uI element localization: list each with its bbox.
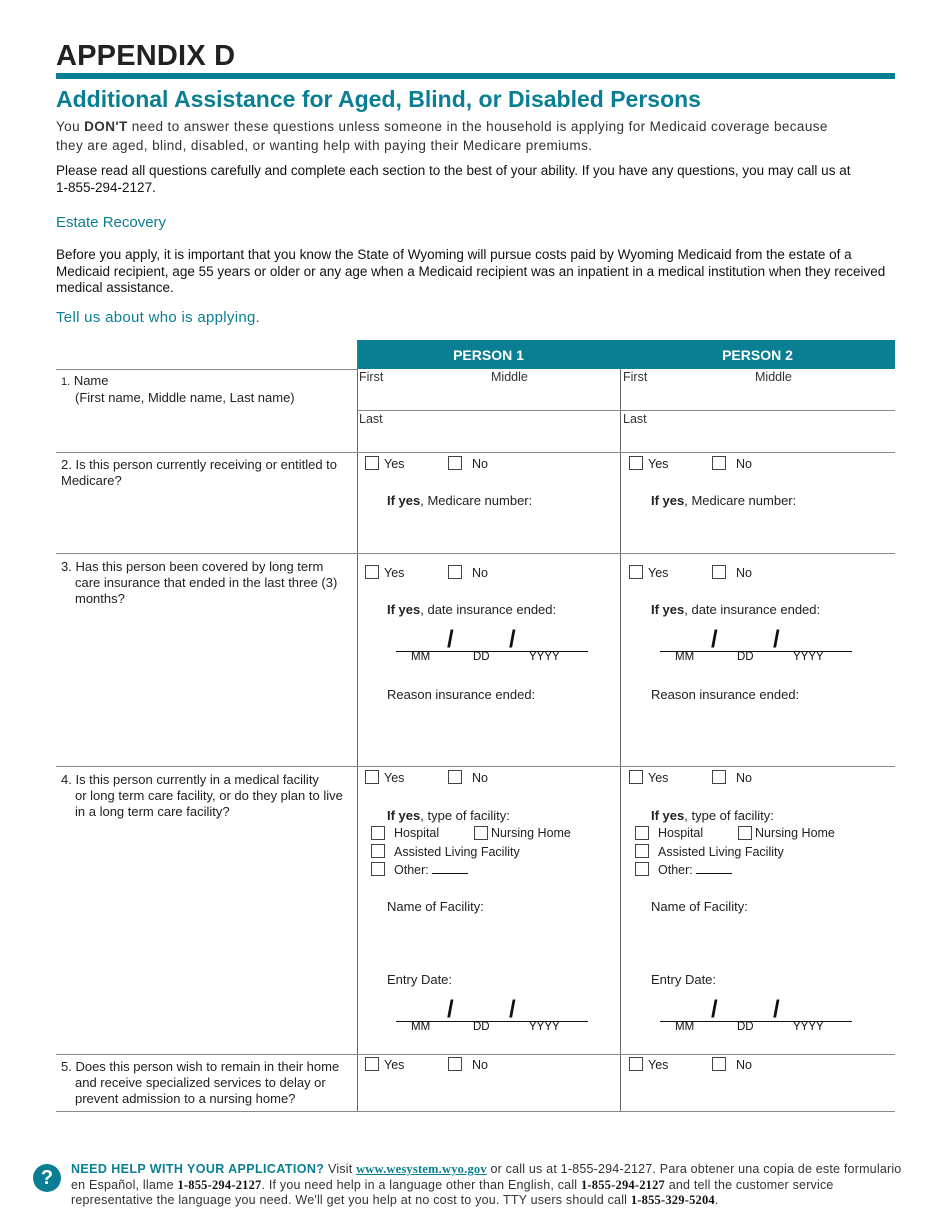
p1-q3-no-checkbox[interactable] [448, 565, 462, 579]
row-rule [56, 766, 895, 767]
no-label: No [736, 1058, 752, 1072]
other-label: Other: [658, 863, 732, 877]
date-slash: / [773, 996, 780, 1023]
yes-label: Yes [384, 566, 405, 580]
yyyy-label: YYYY [793, 1021, 824, 1033]
p2-middle-label: Middle [755, 370, 792, 384]
estate-recovery-heading: Estate Recovery [56, 214, 167, 231]
no-label: No [472, 566, 488, 580]
date-slash: / [447, 996, 454, 1023]
page-subtitle: Additional Assistance for Aged, Blind, or Disabled Persons [56, 86, 701, 112]
row-rule [56, 1054, 895, 1055]
no-label: No [472, 1058, 488, 1072]
row-rule [56, 553, 895, 554]
p1-q4-yes-checkbox[interactable] [365, 770, 379, 784]
p2-first-label: First [623, 370, 648, 384]
question-4-label: 4. Is this person currently in a medical facility or long term care facility, or do they plan to live in a long term care facility? [61, 772, 343, 819]
help-text: NEED HELP WITH YOUR APPLICATION? Visit www.wesystem.wyo.gov or call us at 1-855-294-2127. Para obtener una copia de este formulario en Español, llame 1-855-294-2127. If you need help in a language other than English, call 1-855-294-2127 and tell the customer service representative the language you need. We'll get you help at no cost to you. TTY users should call 1-855-329-5204. [71, 1162, 902, 1207]
dd-label: DD [737, 651, 754, 663]
title-rule [56, 73, 895, 79]
assisted-living-label: Assisted Living Facility [658, 845, 784, 859]
p1-other-checkbox[interactable] [371, 862, 385, 876]
mm-label: MM [675, 1021, 695, 1033]
mm-label: MM [411, 1021, 431, 1033]
yes-label: Yes [648, 457, 669, 471]
dd-label: DD [473, 651, 490, 663]
p2-q5-no-checkbox[interactable] [712, 1057, 726, 1071]
date-slash: / [509, 626, 516, 653]
p1-hospital-checkbox[interactable] [371, 826, 385, 840]
question-5-label: 5. Does this person wish to remain in their home and receive specialized services to delay or prevent admission to a nursing home? [61, 1059, 340, 1106]
date-slash: / [711, 996, 718, 1023]
p2-name-facility-label: Name of Facility: [651, 899, 748, 914]
p2-q2-yes-checkbox[interactable] [629, 456, 643, 470]
yyyy-label: YYYY [529, 651, 560, 663]
p2-entry-date-label: Entry Date: [651, 972, 717, 987]
yes-label: Yes [648, 771, 669, 785]
mm-label: MM [411, 651, 431, 663]
other-label: Other: [394, 863, 468, 877]
question-mark-icon: ? [33, 1164, 61, 1192]
p2-reason-ended-label: Reason insurance ended: [651, 687, 800, 702]
p1-middle-label: Middle [491, 370, 528, 384]
p1-first-label: First [359, 370, 384, 384]
p1-assisted-living-checkbox[interactable] [371, 844, 385, 858]
p2-medicare-number-label: If yes, Medicare number: [651, 493, 797, 508]
row-rule [56, 1111, 895, 1112]
assisted-living-label: Assisted Living Facility [394, 845, 520, 859]
p2-other-blank[interactable] [696, 863, 732, 874]
p1-q5-no-checkbox[interactable] [448, 1057, 462, 1071]
p1-reason-ended-label: Reason insurance ended: [387, 687, 536, 702]
p2-q4-no-checkbox[interactable] [712, 770, 726, 784]
no-label: No [736, 457, 752, 471]
no-label: No [472, 457, 488, 471]
appendix-title: APPENDIX D [56, 40, 236, 72]
question-2-label: 2. Is this person currently receiving or entitled to Medicare? [61, 457, 338, 488]
row-rule [56, 369, 357, 370]
p1-medicare-number-label: If yes, Medicare number: [387, 493, 533, 508]
person-1-header: PERSON 1 [357, 340, 620, 369]
p1-q3-yes-checkbox[interactable] [365, 565, 379, 579]
mm-label: MM [675, 651, 695, 663]
p1-date-ended-label: If yes, date insurance ended: [387, 602, 557, 617]
no-label: No [736, 566, 752, 580]
p2-q4-yes-checkbox[interactable] [629, 770, 643, 784]
row-rule [357, 410, 895, 411]
yes-label: Yes [384, 457, 405, 471]
intro-paragraph-1: You DON'T need to answer these questions unless someone in the household is applying for Medicaid coverage because they are aged, blind, disabled, or wanting help with paying their Medicare premiums. [56, 119, 828, 153]
p2-q5-yes-checkbox[interactable] [629, 1057, 643, 1071]
p1-name-facility-label: Name of Facility: [387, 899, 484, 914]
date-slash: / [773, 626, 780, 653]
p2-last-label: Last [623, 412, 647, 426]
no-label: No [736, 771, 752, 785]
person-2-header: PERSON 2 [620, 340, 895, 369]
p2-assisted-living-checkbox[interactable] [635, 844, 649, 858]
p1-other-blank[interactable] [432, 863, 468, 874]
p1-q2-no-checkbox[interactable] [448, 456, 462, 470]
hospital-label: Hospital [658, 826, 704, 840]
question-1-label: 1. Name (First name, Middle name, Last name) [61, 373, 295, 405]
p1-entry-date-label: Entry Date: [387, 972, 453, 987]
yyyy-label: YYYY [529, 1021, 560, 1033]
p2-q3-no-checkbox[interactable] [712, 565, 726, 579]
dd-label: DD [737, 1021, 754, 1033]
p2-q2-no-checkbox[interactable] [712, 456, 726, 470]
yes-label: Yes [648, 566, 669, 580]
no-label: No [472, 771, 488, 785]
estate-recovery-text: Before you apply, it is important that you know the State of Wyoming will pursue costs paid by Wyoming Medicaid from the estate of a Medicaid recipient, age 55 years or older or any age when a Medicaid recipient was an inpatient in a medical institution when they received medical assistance. [56, 247, 886, 295]
p1-q4-no-checkbox[interactable] [448, 770, 462, 784]
p1-type-facility-label: If yes, type of facility: [387, 808, 510, 823]
p2-type-facility-label: If yes, type of facility: [651, 808, 774, 823]
yes-label: Yes [384, 771, 405, 785]
p1-q2-yes-checkbox[interactable] [365, 456, 379, 470]
applicant-table [56, 340, 895, 1112]
yes-label: Yes [648, 1058, 669, 1072]
question-3-label: 3. Has this person been covered by long term care insurance that ended in the last three (3) months? [61, 559, 338, 606]
yes-label: Yes [384, 1058, 405, 1072]
date-slash: / [509, 996, 516, 1023]
p1-last-label: Last [359, 412, 383, 426]
nursing-home-label: Nursing Home [491, 826, 571, 840]
yyyy-label: YYYY [793, 651, 824, 663]
row-rule [56, 452, 895, 453]
website-link[interactable]: www.wesystem.wyo.gov [356, 1162, 487, 1176]
nursing-home-label: Nursing Home [755, 826, 835, 840]
p2-other-checkbox[interactable] [635, 862, 649, 876]
p2-nursing-home-checkbox[interactable] [738, 826, 752, 840]
date-slash: / [711, 626, 718, 653]
p2-hospital-checkbox[interactable] [635, 826, 649, 840]
column-divider-1 [357, 340, 358, 1112]
date-slash: / [447, 626, 454, 653]
p1-q5-yes-checkbox[interactable] [365, 1057, 379, 1071]
hospital-label: Hospital [394, 826, 440, 840]
p2-date-ended-label: If yes, date insurance ended: [651, 602, 821, 617]
p1-nursing-home-checkbox[interactable] [474, 826, 488, 840]
applying-heading: Tell us about who is applying. [56, 309, 261, 326]
column-divider-2 [620, 369, 621, 1112]
p2-q3-yes-checkbox[interactable] [629, 565, 643, 579]
dd-label: DD [473, 1021, 490, 1033]
intro-paragraph-2: Please read all questions carefully and complete each section to the best of your ability. If you have any questions, you may call us at 1-855-294-2127. [56, 163, 851, 195]
